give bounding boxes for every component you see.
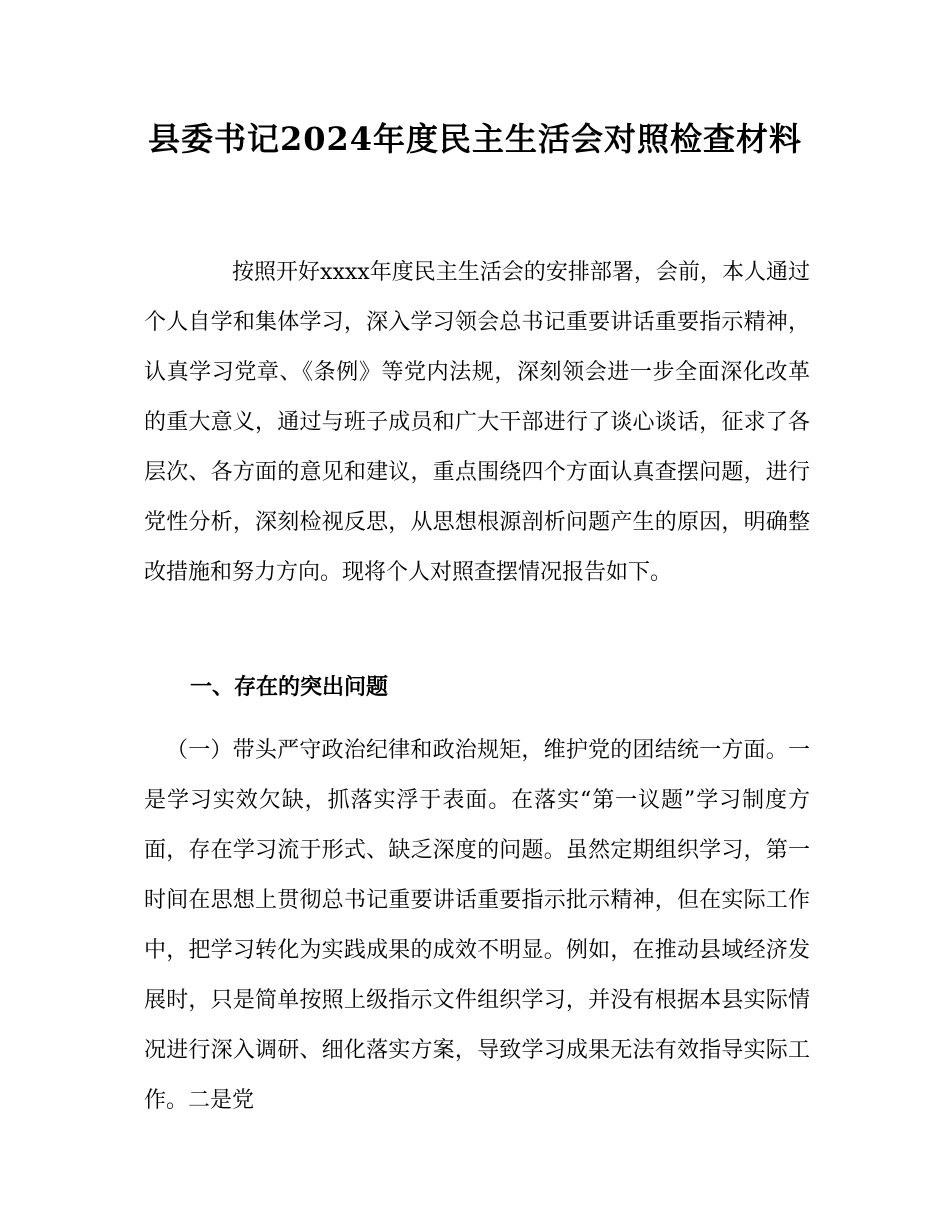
section-heading: 一、存在的突出问题 bbox=[190, 675, 389, 700]
section-paragraph: （一）带头严守政治纪律和政治规矩，维护党的团结统一方面。一是学习实效欠缺，抓落实浮于表面。在落实“第一议题”学习制度方面，存在学习流于形式、缺乏深度的问题。虽然定期组织学习，第一时间在思想上贯彻总书记重要讲话重要指示批示精神，但在实际工作中，把学习转化为实践成果的成效不明显。例如，在推动县域经济发展时，只是简单按照上级指示文件组织学习，并没有根据本县实际情况进行深入调研、细化落实方案，导致学习成果无法有效指导实际工作。二是党 bbox=[144, 738, 810, 1113]
intro-paragraph: 按照开好xxxx年度民主生活会的安排部署，会前，本人通过个人自学和集体学习，深入学习领会总书记重要讲话重要指示精神，认真学习党章、《条例》等党内法规，深刻领会进一步全面深化改革的重大意义，通过与班子成员和广大干部进行了谈心谈话，征求了各层次、各方面的意见和建议，重点围绕四个方面认真查摆问题，进行党性分析，深刻检视反思，从思想根源剖析问题产生的原因，明确整改措施和努力方向。现将个人对照查摆情况报告如下。 bbox=[144, 260, 810, 585]
document-title: 县委书记2024年度民主生活会对照检查材料 bbox=[147, 120, 803, 158]
